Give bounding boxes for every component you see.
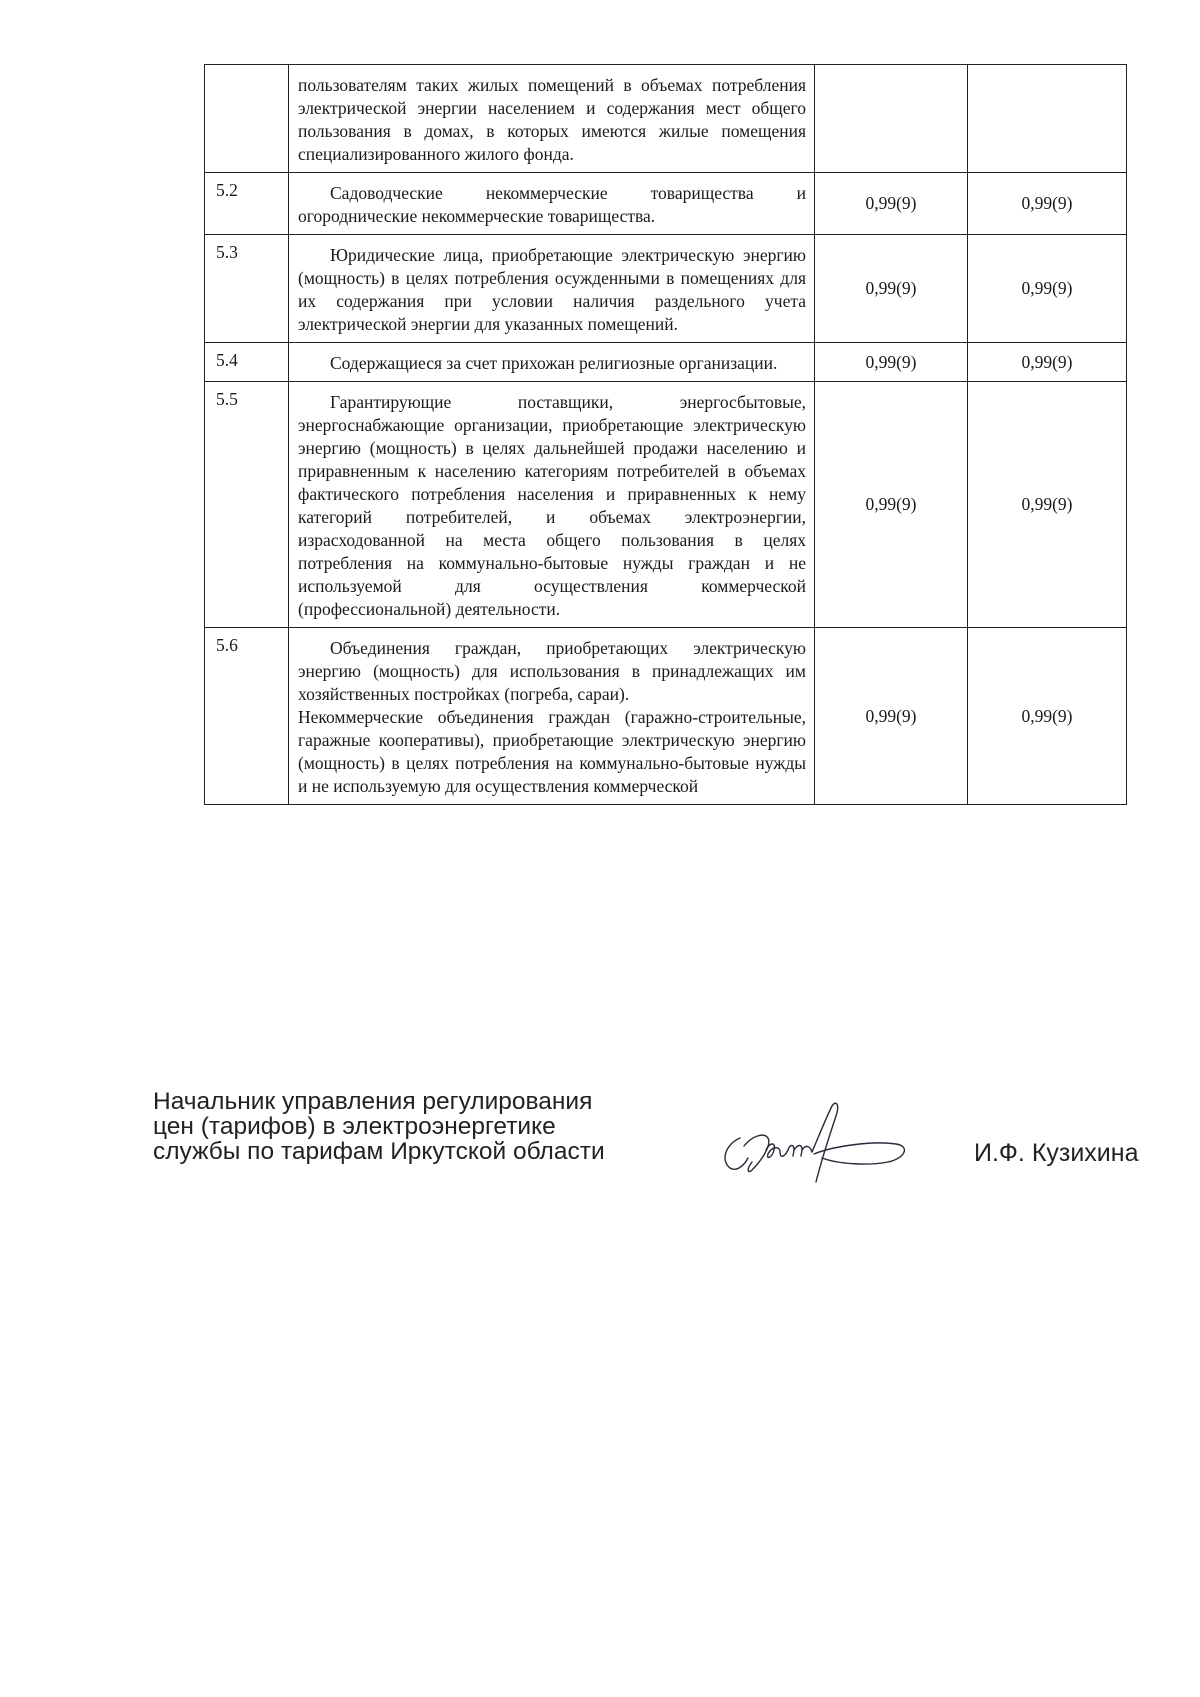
coefficient-cell: 0,99(9) [968,235,1127,343]
row-number-cell: 5.5 [205,382,289,628]
table-row [205,65,1127,173]
description-paragraph: Содержащиеся за счет прихожан религиозные организации. [330,353,778,373]
description-paragraph: Юридические лица, приобретающие электрическую энергию (мощность) в целях потребления осужденными в помещениях для их содержания при условии наличия раздельного учета электрической энергии для указанных помещений. [298,245,806,334]
table-row [205,628,1127,805]
description-paragraph: Некоммерческие объединения граждан (гаражно-строительные, гаражные кооперативы), приобретающие электрическую энергию (мощность) в целях потребления на коммунально-бытовые нужды и не используемую для осуществления коммерческой [298,707,806,796]
description-paragraph: пользователям таких жилых помещений в объемах потребления электрической энергии населением и содержания мест общего пользования в домах, в которых имеются жилые помещения специализированного жилого фонда. [298,75,806,164]
position-line: службы по тарифам Иркутской области [153,1138,605,1165]
row-number-cell: 5.2 [205,173,289,235]
description-paragraph: Садоводческие некоммерческие товарищества и огороднические некоммерческие товарищества. [298,183,806,226]
description-cell [289,382,815,628]
tariff-table [204,64,1127,805]
table-row [205,382,1127,628]
coefficient-cell [968,65,1127,173]
coefficient-cell: 0,99(9) [968,382,1127,628]
table-row [205,343,1127,382]
description-cell [289,628,815,805]
coefficient-cell: 0,99(9) [815,235,968,343]
signatory-name: И.Ф. Кузихина [974,1139,1139,1167]
description-cell [289,65,815,173]
description-cell [289,343,815,382]
description-cell [289,235,815,343]
coefficient-cell: 0,99(9) [815,382,968,628]
table-row [205,173,1127,235]
row-number-cell: 5.3 [205,235,289,343]
coefficient-cell: 0,99(9) [968,343,1127,382]
signatory-position [153,1089,673,1164]
row-number-cell: 5.6 [205,628,289,805]
table-row [205,235,1127,343]
description-paragraph: Гарантирующие поставщики, энергосбытовые, энергоснабжающие организации, приобретающие электрическую энергию (мощность) в целях дальнейшей продажи населению и приравненным к населению категориям потребителей в объемах фактического потребления населения и приравненных к нему категорий потребителей, и объемах электроэнергии, израсходованной на места общего пользования в целях потребления на коммунально-бытовые нужды граждан и не используемой для осуществления коммерческой (профессиональной) деятельности. [298,392,806,619]
coefficient-cell: 0,99(9) [968,628,1127,805]
position-line: цен (тарифов) в электроэнергетике [153,1113,556,1140]
position-line: Начальник управления регулирования [153,1088,593,1115]
coefficient-cell: 0,99(9) [815,628,968,805]
coefficient-cell: 0,99(9) [968,173,1127,235]
coefficient-cell: 0,99(9) [815,173,968,235]
table-body [205,65,1127,805]
coefficient-cell: 0,99(9) [815,343,968,382]
handwritten-signature [718,1088,918,1188]
description-paragraph: Объединения граждан, приобретающих электрическую энергию (мощность) для использования в принадлежащих им хозяйственных постройках (погреба, сараи). [298,638,806,704]
row-number-cell [205,65,289,173]
description-cell [289,173,815,235]
row-number-cell: 5.4 [205,343,289,382]
coefficient-cell [815,65,968,173]
